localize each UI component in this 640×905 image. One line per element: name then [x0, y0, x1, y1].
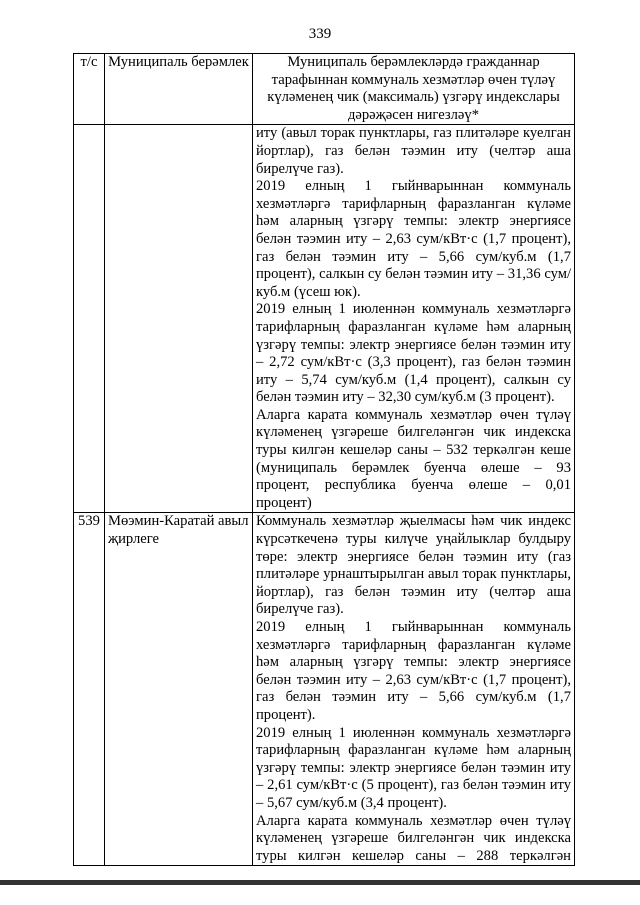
column-header-municipality: Муниципаль берәмлек	[105, 54, 253, 125]
justification-paragraph: Коммуналь хезмәтләр җыелмасы һәм чик индекс күрсәткеченә туры килүче уңайлыклар булдыру төре: электр энергиясе белән тәэмин иту (газ плитәләре урнаштырылган авыл торак пунктлары, йортлар), газ белән тәэмин иту (челтәр аша бирелүче газ).	[256, 513, 571, 618]
table-row	[74, 125, 575, 513]
justification-cell	[253, 513, 575, 866]
table-header-row	[74, 54, 575, 125]
justification-paragraph: иту (авыл торак пунктлары, газ плитәләре куелган йортлар), газ белән тәэмин иту (челтәр аша бирелүче газ).	[256, 125, 571, 177]
justification-cell	[253, 125, 575, 513]
page-number: 339	[308, 26, 332, 42]
column-header-justification: Муниципаль берәмлекләрдә гражданнар тарафыннан коммуналь хезмәтләр өчен түләү күләменең чик (максималь) үзгәрү индекслары дәрәҗәсен нигезләү*	[253, 54, 575, 125]
justification-paragraph: Аларга карата коммуналь хезмәтләр өчен түләү күләменең үзгәреше билгеләнгән чик индекска туры килгән кешеләр саны – 532 теркәлгән кеше (муниципаль берәмлек буенча өлеше – 93 процент, республика буенча өлеше – 0,01 процент)	[256, 406, 571, 511]
document-table	[73, 53, 575, 866]
municipality-name: Мөэмин-Каратай авыл җирлеге	[105, 513, 253, 866]
table-row	[74, 513, 575, 866]
row-number: 539	[74, 513, 105, 866]
justification-paragraph: 2019 елның 1 июленнән коммуналь хезмәтләргә тарифларның фаразланган күләме һәм аларның үзгәрү темпы: электр энергиясе белән тәэмин иту – 2,61 сум/кВт·с (5 процент), газ белән тәэмин иту – 5,67 сум/куб.м (3,4 процент).	[256, 724, 571, 811]
justification-paragraph: 2019 елның 1 гыйнварыннан коммуналь хезмәтләргә тарифларның фаразланган күләме һәм аларның үзгәрү темпы: электр энергиясе белән тәэмин иту – 2,63 сум/кВт·с (1,7 процент), газ белән тәэмин иту – 5,66 сум/куб.м (1,7 процент), салкын су белән тәэмин иту – 31,36 сум/куб.м (үсеш юк).	[256, 178, 571, 300]
justification-paragraph: 2019 елның 1 июленнән коммуналь хезмәтләргә тарифларның фаразланган күләме һәм аларның үзгәрү темпы: электр энергиясе белән тәэмин иту – 2,72 сум/кВт·с (3,3 процент), газ белән тәэмин иту – 5,74 сум/куб.м (1,4 процент), салкын су белән тәэмин иту – 32,30 сум/куб.м (3 процент).	[256, 301, 571, 406]
justification-paragraph: 2019 елның 1 гыйнварыннан коммуналь хезмәтләргә тарифларның фаразланган күләме һәм аларның үзгәрү темпы: электр энергиясе белән тәэмин иту – 2,63 сум/кВт·с (1,7 процент), газ белән тәэмин иту – 5,66 сум/куб.м (1,7 процент).	[256, 619, 571, 723]
scan-edge-bar	[0, 880, 640, 885]
municipality-name	[105, 125, 253, 513]
justification-paragraph: Аларга карата коммуналь хезмәтләр өчен түләү күләменең үзгәреше билгеләнгән чик индекска туры килгән кешеләр саны – 288 теркәлгән	[256, 812, 571, 864]
row-number	[74, 125, 105, 513]
column-header-number: т/с	[74, 54, 105, 125]
